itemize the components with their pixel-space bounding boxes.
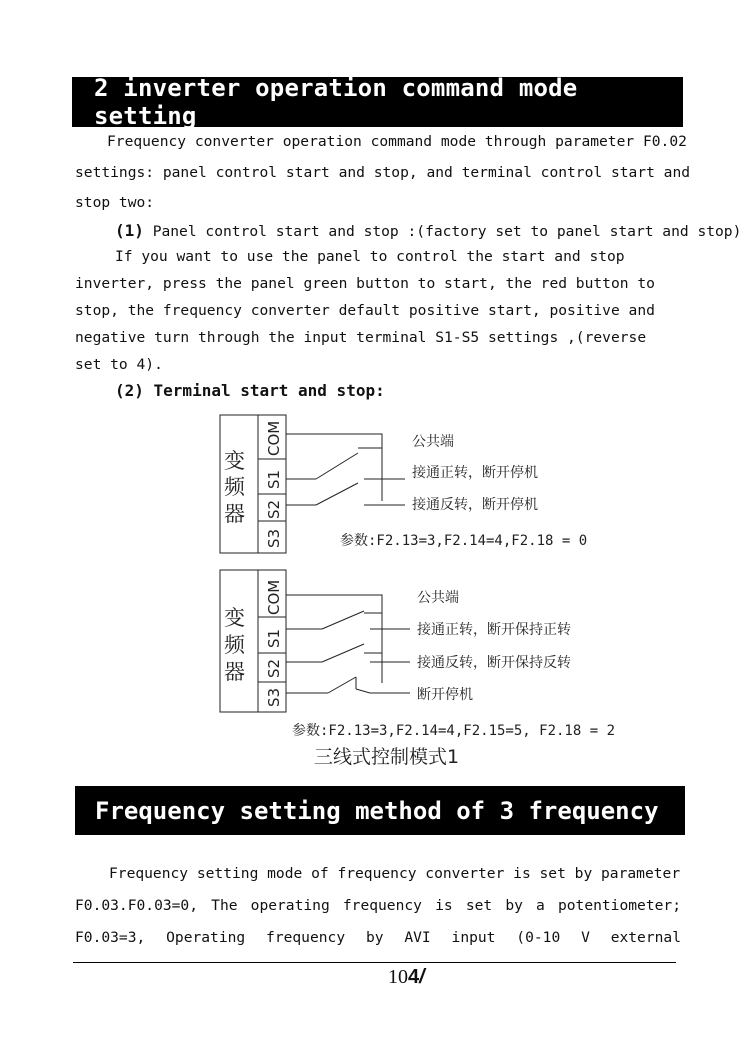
device-char-3: 器 xyxy=(224,502,245,526)
section-heading-command-mode xyxy=(72,74,683,130)
intro-line-2: settings: panel control start and stop, and terminal control start and xyxy=(75,164,691,181)
wiring-diagram-two-wire xyxy=(210,408,610,558)
device-char-1: 变 xyxy=(224,606,245,630)
freq-line-3 xyxy=(75,929,681,947)
section-heading-text: 2 inverter operation command mode setting xyxy=(94,74,578,130)
word: Operating xyxy=(166,929,246,946)
page-number-prefix: 10 xyxy=(388,966,408,988)
freq-line-2 xyxy=(75,897,681,915)
word: operating xyxy=(250,897,330,914)
s2-switch xyxy=(322,644,364,662)
item1-heading xyxy=(115,222,741,241)
word: by xyxy=(505,897,523,914)
intro-line-1: Frequency converter operation command mode through parameter F0.02 xyxy=(107,133,687,150)
device-char-2: 频 xyxy=(224,475,245,499)
word: V xyxy=(581,929,590,946)
word: (0-10 xyxy=(516,929,561,946)
diagram1-params: 参数:F2.13=3,F2.14=4,F2.18 = 0 xyxy=(340,533,588,549)
footer-rule xyxy=(73,962,676,963)
label-forward-hold: 接通正转，断开保持正转 xyxy=(417,622,571,638)
terminal-com: COM xyxy=(265,579,283,615)
word: set xyxy=(465,897,493,914)
item1-body-line-3: stop, the frequency converter default positive start, positive and xyxy=(75,302,655,319)
page-number-slash: / xyxy=(419,966,425,988)
wiring-diagram-three-wire xyxy=(210,565,630,770)
diagram2-caption: 三线式控制模式1 xyxy=(314,746,460,768)
item1-body-line-2: inverter, press the panel green button to start, the red button to xyxy=(75,275,655,292)
word: external xyxy=(610,929,681,946)
terminal-s2: S2 xyxy=(265,499,283,519)
item2-heading: (2) Terminal start and stop: xyxy=(115,381,385,400)
com-wire xyxy=(286,595,382,613)
word: frequency xyxy=(342,897,422,914)
item1-body-line-1: If you want to use the panel to control the start and stop xyxy=(115,248,625,265)
word: a xyxy=(536,897,545,914)
item1-body-line-4: negative turn through the input terminal S1-S5 settings ,(reverse xyxy=(75,329,647,346)
label-forward: 接通正转，断开停机 xyxy=(412,465,538,481)
terminal-com: COM xyxy=(265,420,283,456)
label-common: 公共端 xyxy=(417,590,459,606)
terminal-s1: S1 xyxy=(265,469,283,489)
section-heading-frequency-setting xyxy=(75,786,685,835)
s2-switch xyxy=(316,483,358,505)
label-reverse: 接通反转，断开停机 xyxy=(412,497,538,513)
word: is xyxy=(435,897,453,914)
terminal-s2: S2 xyxy=(265,658,283,678)
word: AVI xyxy=(404,929,431,946)
item1-body-line-5: set to 4). xyxy=(75,356,163,373)
word: frequency xyxy=(266,929,346,946)
word: F0.03=3, xyxy=(75,929,146,946)
diagram2-params: 参数:F2.13=3,F2.14=4,F2.15=5, F2.18 = 2 xyxy=(292,723,616,739)
section-heading-text: Frequency setting method of 3 frequency xyxy=(95,796,659,825)
s1-switch xyxy=(316,453,358,479)
label-stop: 断开停机 xyxy=(417,687,473,703)
terminal-s3: S3 xyxy=(265,687,283,707)
word: F0.03.F0.03=0, xyxy=(75,897,199,914)
s1-switch xyxy=(322,611,364,629)
word: The xyxy=(211,897,238,914)
word: potentiometer; xyxy=(557,897,681,914)
item1-title: Panel control start and stop :(factory set to panel start and stop) xyxy=(152,223,742,240)
terminal-s1: S1 xyxy=(265,628,283,648)
terminal-s3: S3 xyxy=(265,528,283,548)
label-common: 公共端 xyxy=(412,434,454,450)
page-number-bold: 4 xyxy=(408,966,420,988)
s3-switch xyxy=(328,677,356,693)
label-reverse-hold: 接通反转，断开保持反转 xyxy=(417,655,571,671)
item1-number: (1) xyxy=(115,221,144,240)
page-number xyxy=(388,966,425,989)
device-char-2: 频 xyxy=(224,633,245,657)
intro-line-3: stop two: xyxy=(75,194,155,211)
word: input xyxy=(451,929,496,946)
word: by xyxy=(365,929,384,946)
com-wire xyxy=(286,434,382,448)
device-char-3: 器 xyxy=(224,660,245,684)
freq-line-1: Frequency setting mode of frequency converter is set by parameter xyxy=(109,865,681,882)
device-char-1: 变 xyxy=(224,449,245,473)
